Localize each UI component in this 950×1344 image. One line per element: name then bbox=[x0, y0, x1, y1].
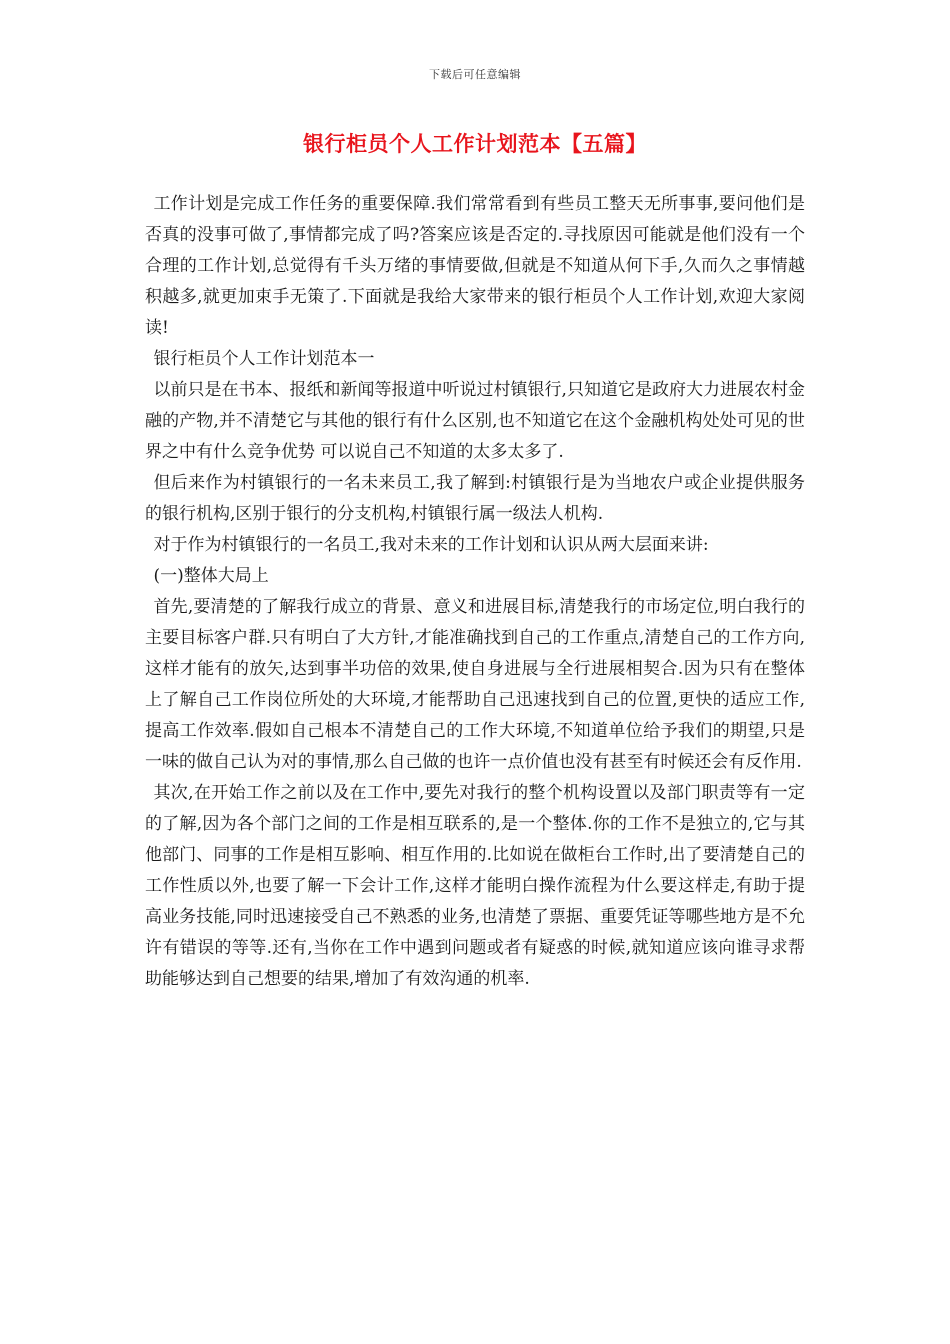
header-note: 下载后可任意编辑 bbox=[429, 68, 521, 81]
paragraph: 其次,在开始工作之前以及在工作中,要先对我行的整个机构设置以及部门职责等有一定的了解,因为各个部门之间的工作是相互联系的,是一个整体.你的工作不是独立的,它与其他部门、同事的工作是相互影响、相互作用的.比如说在做柜台工作时,出了要清楚自己的工作性质以外,也要了解一下会计工作,这样才能明白操作流程为什么要这样走,有助于提高业务技能,同时迅速接受自己不熟悉的业务,也清楚了票据、重要凭证等哪些地方是不允许有错误的等等.还有,当你在工作中遇到问题或者有疑惑的时候,就知道应该向谁寻求帮助能够达到自己想要的结果,增加了有效沟通的机率. bbox=[145, 783, 805, 989]
section-heading: 银行柜员个人工作计划范本一 bbox=[153, 349, 375, 369]
document-body bbox=[145, 189, 805, 995]
paragraph: 对于作为村镇银行的一名员工,我对未来的工作计划和认识从两大层面来讲: bbox=[153, 535, 709, 555]
document-title: 银行柜员个人工作计划范本【五篇】 bbox=[303, 131, 647, 156]
subsection-heading: (一)整体大局上 bbox=[153, 566, 269, 586]
paragraph: 以前只是在书本、报纸和新闻等报道中听说过村镇银行,只知道它是政府大力进展农村金融的产物,并不清楚它与其他的银行有什么区别,也不知道它在这个金融机构处处可见的世界之中有什么竞争优势 可以说自己不知道的太多太多了. bbox=[145, 380, 805, 462]
paragraph-intro: 工作计划是完成工作任务的重要保障.我们常常看到有些员工整天无所事事,要问他们是否真的没事可做了,事情都完成了吗?答案应该是否定的.寻找原因可能就是他们没有一个合理的工作计划,总觉得有千头万绪的事情要做,但就是不知道从何下手,久而久之事情越积越多,就更加束手无策了.下面就是我给大家带来的银行柜员个人工作计划,欢迎大家阅读! bbox=[145, 194, 805, 338]
paragraph: 但后来作为村镇银行的一名未来员工,我了解到:村镇银行是为当地农户或企业提供服务的银行机构,区别于银行的分支机构,村镇银行属一级法人机构. bbox=[145, 473, 805, 524]
paragraph: 首先,要清楚的了解我行成立的背景、意义和进展目标,清楚我行的市场定位,明白我行的主要目标客户群.只有明白了大方针,才能准确找到自己的工作重点,清楚自己的工作方向,这样才能有的放矢,达到事半功倍的效果,使自身进展与全行进展相契合.因为只有在整体上了解自己工作岗位所处的大环境,才能帮助自己迅速找到自己的位置,更快的适应工作,提高工作效率.假如自己根本不清楚自己的工作大环境,不知道单位给予我们的期望,只是一味的做自己认为对的事情,那么自己做的也许一点价值也没有甚至有时候还会有反作用. bbox=[145, 597, 805, 772]
